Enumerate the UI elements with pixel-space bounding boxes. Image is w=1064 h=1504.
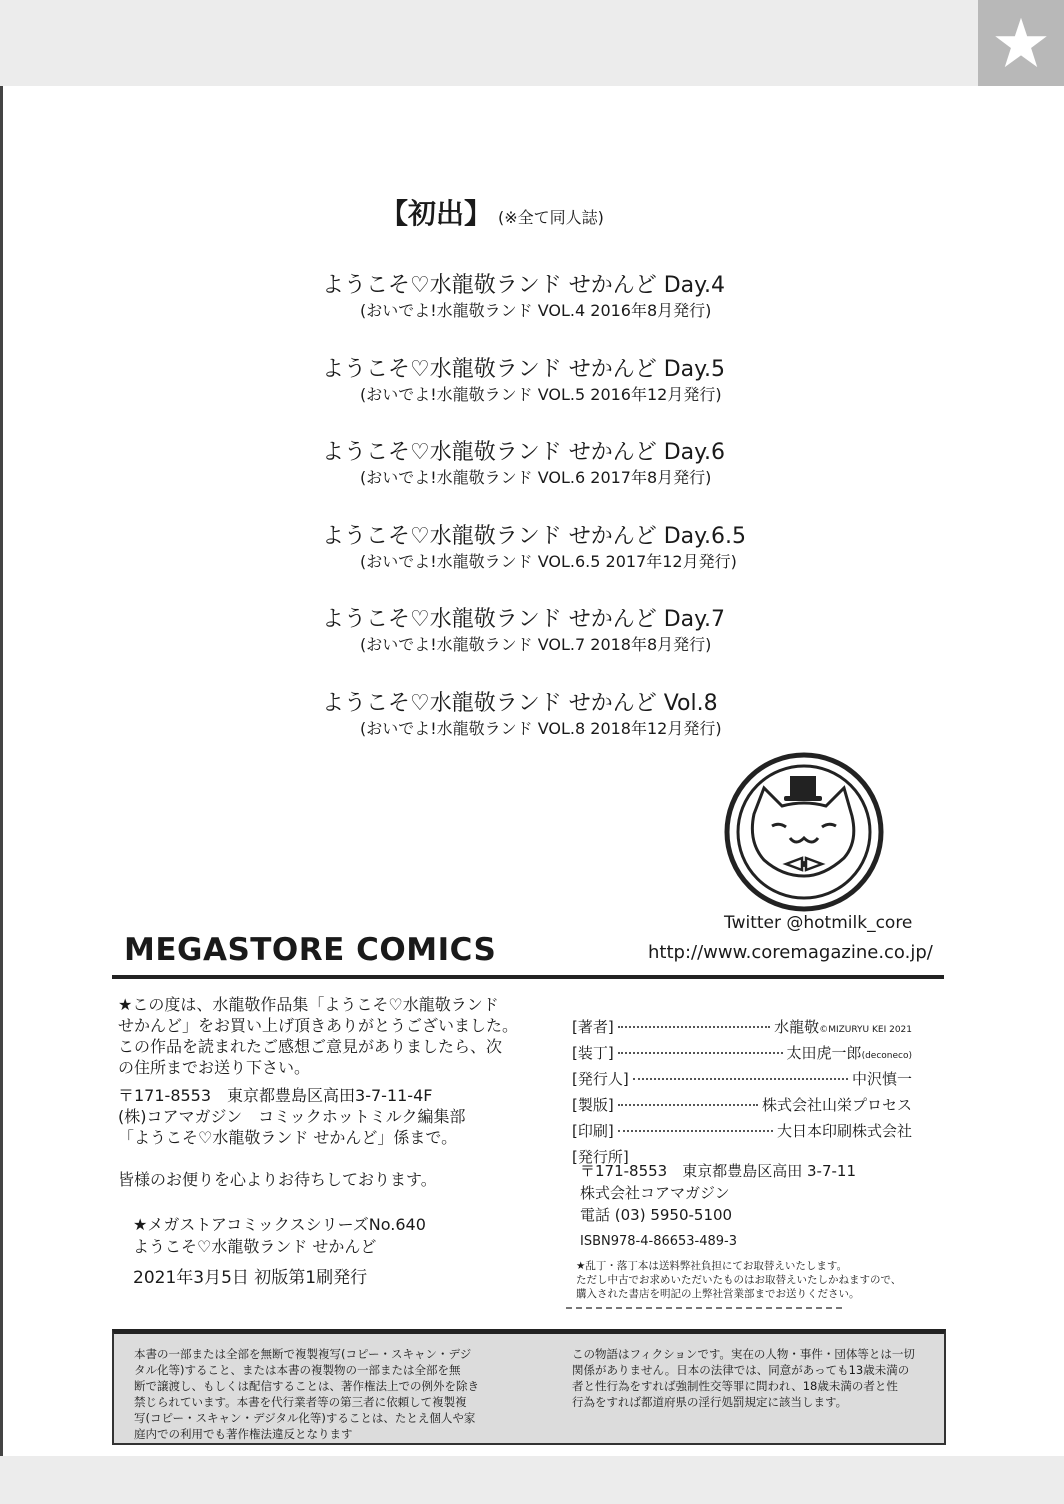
message-line: せかんど」をお買い上げ頂きありがとうございました。 <box>118 1016 519 1035</box>
leader-dots <box>618 1026 770 1028</box>
notice-line: 写(コピー・スキャン・デジタル化等)することは、たとえ個人や家 <box>134 1411 476 1425</box>
credit-row <box>572 1120 912 1146</box>
address-line: 「ようこそ♡水龍敬ランド せかんど」係まで。 <box>118 1128 458 1147</box>
first-appearance-entry <box>322 356 725 406</box>
first-appearance-entry <box>322 439 725 489</box>
credit-row <box>572 1016 912 1042</box>
notice-line: 関係がありません。日本の法律では、同意があっても13歳未満の <box>572 1363 910 1377</box>
notice-line: 庭内での利用でも著作権法違反となります <box>134 1427 353 1441</box>
credit-label: [印刷] <box>572 1122 614 1140</box>
first-appearance-heading <box>380 192 604 232</box>
address-line: 〒171-8553 東京都豊島区高田3-7-11-4F <box>118 1086 433 1105</box>
fiction-notice <box>572 1346 915 1410</box>
thank-you-message <box>118 994 518 1078</box>
credit-label: [発行所] <box>572 1148 629 1166</box>
leader-dots <box>618 1130 773 1132</box>
copyright-notice <box>134 1346 479 1442</box>
message-line: ★この度は、水龍敬作品集「ようこそ♡水龍敬ランド <box>118 995 499 1014</box>
credit-note: ©MIZURYU KEI 2021 <box>819 1025 912 1035</box>
credit-row <box>572 1042 912 1068</box>
leader-dots <box>633 1078 848 1080</box>
entry-source: (おいでよ!水龍敬ランド VOL.5 2016年12月発行) <box>360 385 722 404</box>
credit-name: 水龍敬 <box>774 1018 820 1036</box>
credit-row <box>572 1094 912 1120</box>
twitter-handle: Twitter @hotmilk_core <box>724 913 913 933</box>
credit-row <box>572 1068 912 1094</box>
heading-note: (※全て同人誌) <box>498 208 604 227</box>
credit-value <box>777 1120 912 1141</box>
megastore-comics-label: MEGASTORE COMICS <box>124 932 497 968</box>
credits-list <box>572 1016 912 1168</box>
entry-title: ようこそ♡水龍敬ランド せかんど Day.6.5 <box>322 524 746 549</box>
leader-dots <box>618 1104 758 1106</box>
entry-title: ようこそ♡水龍敬ランド せかんど Day.5 <box>322 357 726 382</box>
notice-line: 者と性行為をすれば強制性交等罪に問われ、18歳未満の者と性 <box>572 1379 898 1393</box>
first-appearance-entry <box>322 523 746 573</box>
notice-line: この物語はフィクションです。実在の人物・事件・団体等とは一切 <box>572 1347 915 1361</box>
bottom-band <box>0 1456 1064 1504</box>
notice-line: 禁じられています。本書を代行業者等の第三者に依頼して複製複 <box>134 1395 467 1409</box>
credit-label: [著者] <box>572 1018 614 1036</box>
credit-value <box>852 1068 912 1089</box>
credit-name: 太田虎一郎 <box>786 1044 862 1062</box>
policy-line: 購入された書店を明記の上弊社営業部までお送りください。 <box>576 1288 860 1300</box>
series-number: ★メガストアコミックスシリーズNo.640 <box>133 1215 426 1234</box>
credit-value <box>762 1094 912 1115</box>
entry-title: ようこそ♡水龍敬ランド せかんど Day.4 <box>322 273 726 298</box>
isbn: ISBN978-4-86653-489-3 <box>580 1234 738 1249</box>
entry-title: ようこそ♡水龍敬ランド せかんど Day.7 <box>322 607 726 632</box>
entry-source: (おいでよ!水龍敬ランド VOL.6.5 2017年12月発行) <box>360 552 737 571</box>
first-appearance-entry <box>322 272 725 322</box>
first-appearance-entry <box>322 606 725 656</box>
publisher-phone: 電話 (03) 5950-5100 <box>580 1206 733 1224</box>
message-line: この作品を読まれたご感想ご意見がありましたら、次 <box>118 1037 503 1056</box>
first-appearance-entry <box>322 690 722 740</box>
credit-value <box>787 1042 912 1063</box>
page-edge-line <box>0 86 3 1456</box>
credit-label: [製版] <box>572 1096 614 1114</box>
entry-title: ようこそ♡水龍敬ランド せかんど Vol.8 <box>322 691 718 716</box>
mailing-address <box>118 1085 465 1148</box>
corner-star-box <box>978 0 1064 86</box>
heading-text: 【初出】 <box>380 197 493 230</box>
message-line: の住所までお送り下さい。 <box>118 1058 311 1077</box>
credit-label: [発行人] <box>572 1070 629 1088</box>
policy-line: ただし中古でお求めいただいたものはお取替えいたしかねますので、 <box>576 1274 902 1286</box>
publication-date: 2021年3月5日 初版第1刷発行 <box>133 1268 368 1288</box>
credit-value <box>774 1016 912 1037</box>
entry-source: (おいでよ!水龍敬ランド VOL.8 2018年12月発行) <box>360 719 722 738</box>
replacement-policy <box>576 1259 901 1301</box>
leader-dots <box>618 1052 783 1054</box>
credit-name: 中沢慎一 <box>851 1070 912 1088</box>
entry-source: (おいでよ!水龍敬ランド VOL.6 2017年8月発行) <box>360 468 712 487</box>
credit-name: 大日本印刷株式会社 <box>776 1122 912 1140</box>
credit-label: [装丁] <box>572 1044 614 1062</box>
dashed-divider <box>566 1307 842 1309</box>
credit-name: 株式会社山栄プロセス <box>761 1096 912 1114</box>
notice-line: 行為をすれば都道府県の淫行処罰規定に該当します。 <box>572 1395 848 1409</box>
entry-source: (おいでよ!水龍敬ランド VOL.7 2018年8月発行) <box>360 635 712 654</box>
notice-line: タル化等)すること、または本書の複製物の一部または全部を無 <box>134 1363 461 1377</box>
entry-title: ようこそ♡水龍敬ランド せかんど Day.6 <box>322 440 726 465</box>
divider-rule <box>112 975 944 979</box>
credit-note: (deconeco) <box>861 1051 912 1061</box>
address-line: (株)コアマガジン コミックホットミルク編集部 <box>118 1107 466 1126</box>
entry-source: (おいでよ!水龍敬ランド VOL.4 2016年8月発行) <box>360 301 712 320</box>
publisher-name: 株式会社コアマガジン <box>580 1184 730 1202</box>
website-url: http://www.coremagazine.co.jp/ <box>648 942 933 963</box>
policy-line: ★乱丁・落丁本は送料弊社負担にてお取替えいたします。 <box>576 1260 848 1272</box>
publisher-info <box>580 1160 856 1226</box>
publisher-address: 〒171-8553 東京都豊島区高田 3-7-11 <box>580 1162 856 1180</box>
top-band <box>0 0 1064 86</box>
legal-notice-box <box>112 1329 946 1445</box>
cat-logo-icon <box>724 752 884 912</box>
notice-line: 本書の一部または全部を無断で複製複写(コピー・スキャン・デジ <box>134 1347 472 1361</box>
closing-line: 皆様のお便りを心よりお待ちしております。 <box>118 1170 437 1189</box>
star-icon <box>993 15 1049 71</box>
book-title: ようこそ♡水龍敬ランド せかんど <box>133 1237 377 1256</box>
notice-line: 断で譲渡し、もしくは配信することは、著作権法上での例外を除き <box>134 1379 479 1393</box>
